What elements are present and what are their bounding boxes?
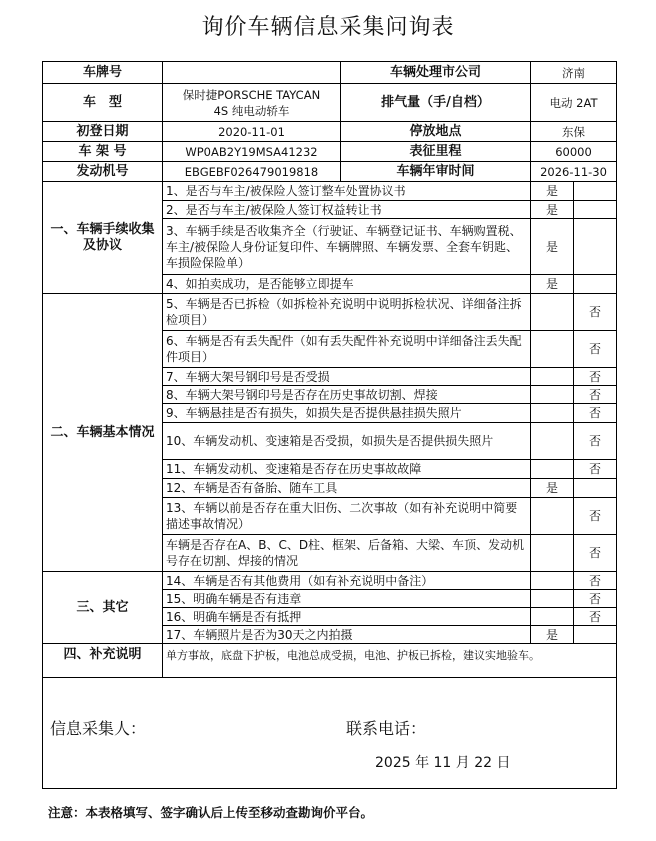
- item-6-text: 6、车辆是否有丢失配件（如有丢失配件补充说明中详细备注丢失配件项目）: [163, 331, 531, 368]
- item-11-text: 11、车辆发动机、变速箱是否存在历史事故故障: [163, 460, 531, 479]
- item-5-text: 5、车辆是否已拆检（如拆检补充说明中说明拆检状况、详细备注拆检项目）: [163, 294, 531, 331]
- item-13-text: 13、车辆以前是否存在重大旧伤、二次事故（如有补充说明中简要描述事故情况）: [163, 498, 531, 535]
- item-8-no: 否: [574, 386, 617, 404]
- sign-date: 2025 年 11 月 22 日: [375, 755, 511, 771]
- item-17-no: [574, 626, 617, 644]
- item-11-no: 否: [574, 460, 617, 479]
- item-13-no: 否: [574, 498, 617, 535]
- plate-label: 车牌号: [43, 62, 163, 84]
- item-9-text: 9、车辆悬挂是否有损失，如损失是否提供悬挂损失照片: [163, 404, 531, 423]
- item-2-text: 2、是否与车主/被保险人签订权益转让书: [163, 201, 531, 219]
- item-2-yes: 是: [531, 201, 574, 219]
- reg-date-label: 初登日期: [43, 122, 163, 142]
- engine-label: 发动机号: [43, 162, 163, 182]
- item-17-yes: 是: [531, 626, 574, 644]
- item-10-no: 否: [574, 423, 617, 460]
- vin-value: WP0AB2Y19MSA41232: [163, 142, 341, 162]
- section-1-label: 一、车辆手续收集及协议: [43, 182, 163, 294]
- item-12-no: [574, 479, 617, 498]
- model-value-line1: 保时捷PORSCHE TAYCAN: [182, 87, 321, 102]
- form-title: 询价车辆信息采集问询表: [201, 15, 455, 40]
- item-14-no: 否: [574, 572, 617, 590]
- item-pillar-yes: [531, 535, 574, 572]
- engine-value: EBGEBF026479019818: [163, 162, 341, 182]
- mileage-label: 表征里程: [341, 142, 531, 162]
- vin-label: 车 架 号: [43, 142, 163, 162]
- item-10-text: 10、车辆发动机、变速箱是否受损，如损失是否提供损失照片: [163, 423, 531, 460]
- item-1-yes: 是: [531, 182, 574, 201]
- inspection-value: 2026-11-30: [531, 162, 617, 182]
- reg-date-value: 2020-11-01: [163, 122, 341, 142]
- section-2-label: 二、车辆基本情况: [43, 294, 163, 572]
- model-label: 车 型: [43, 84, 163, 122]
- item-12-yes: 是: [531, 479, 574, 498]
- item-12-text: 12、车辆是否有备胎、随车工具: [163, 479, 531, 498]
- section-4-label: 四、补充说明: [43, 644, 163, 678]
- item-5-no: 否: [574, 294, 617, 331]
- item-14-text: 14、车辆是否有其他费用（如有补充说明中备注）: [163, 572, 531, 590]
- item-16-text: 16、明确车辆是否有抵押: [163, 608, 531, 626]
- item-pillar-no: 否: [574, 535, 617, 572]
- company-label: 车辆处理市公司: [341, 62, 531, 84]
- footer-note: 注意：本表格填写、签字确认后上传至移动查勘询价平台。: [48, 805, 374, 820]
- item-7-text: 7、车辆大架号钢印号是否受损: [163, 368, 531, 386]
- item-6-yes: [531, 331, 574, 368]
- item-13-yes: [531, 498, 574, 535]
- item-6-no: 否: [574, 331, 617, 368]
- item-11-yes: [531, 460, 574, 479]
- item-15-no: 否: [574, 590, 617, 608]
- parking-value: 东保: [531, 122, 617, 142]
- parking-label: 停放地点: [341, 122, 531, 142]
- item-16-no: 否: [574, 608, 617, 626]
- model-value: [163, 84, 341, 122]
- inquiry-form-table: [42, 61, 617, 789]
- inspection-label: 车辆年审时间: [341, 162, 531, 182]
- item-3-no: [574, 219, 617, 275]
- item-pillar-text: 车辆是否存在A、B、C、D柱、框架、后备箱、大梁、车顶、发动机号存在切割、焊接的情况: [163, 535, 531, 572]
- item-9-no: 否: [574, 404, 617, 423]
- company-value: 济南: [531, 62, 617, 84]
- item-4-no: [574, 275, 617, 294]
- item-7-yes: [531, 368, 574, 386]
- item-7-no: 否: [574, 368, 617, 386]
- item-8-yes: [531, 386, 574, 404]
- item-17-text: 17、车辆照片是否为30天之内拍摄: [163, 626, 531, 644]
- item-4-yes: 是: [531, 275, 574, 294]
- item-9-yes: [531, 404, 574, 423]
- mileage-value: 60000: [531, 142, 617, 162]
- item-8-text: 8、车辆大架号钢印号是否存在历史事故切割、焊接: [163, 386, 531, 404]
- model-value-line2: 4S 纯电动轿车: [213, 103, 290, 118]
- item-3-yes: 是: [531, 219, 574, 275]
- item-3-text: 3、车辆手续是否收集齐全（行驶证、车辆登记证书、车辆购置税、车主/被保险人身份证复印件、车辆牌照、车辆发票、全套车钥匙、车损险保险单）: [163, 219, 531, 275]
- item-2-no: [574, 201, 617, 219]
- item-1-no: [574, 182, 617, 201]
- item-15-yes: [531, 590, 574, 608]
- collector-label: 信息采集人：: [50, 719, 147, 738]
- item-4-text: 4、如拍卖成功，是否能够立即提车: [163, 275, 531, 294]
- plate-value: [163, 62, 341, 84]
- displacement-value: 电动 2AT: [531, 84, 617, 122]
- item-10-yes: [531, 423, 574, 460]
- item-16-yes: [531, 608, 574, 626]
- item-14-yes: [531, 572, 574, 590]
- item-1-text: 1、是否与车主/被保险人签订整车处置协议书: [163, 182, 531, 201]
- supplement-text: 单方事故，底盘下护板，电池总成受损，电池、护板已拆检，建议实地验车。: [163, 644, 617, 678]
- displacement-label: 排气量（手/自档）: [341, 84, 531, 122]
- phone-label: 联系电话：: [346, 719, 427, 738]
- item-15-text: 15、明确车辆是否有违章: [163, 590, 531, 608]
- section-3-label: 三、其它: [43, 572, 163, 644]
- item-5-yes: [531, 294, 574, 331]
